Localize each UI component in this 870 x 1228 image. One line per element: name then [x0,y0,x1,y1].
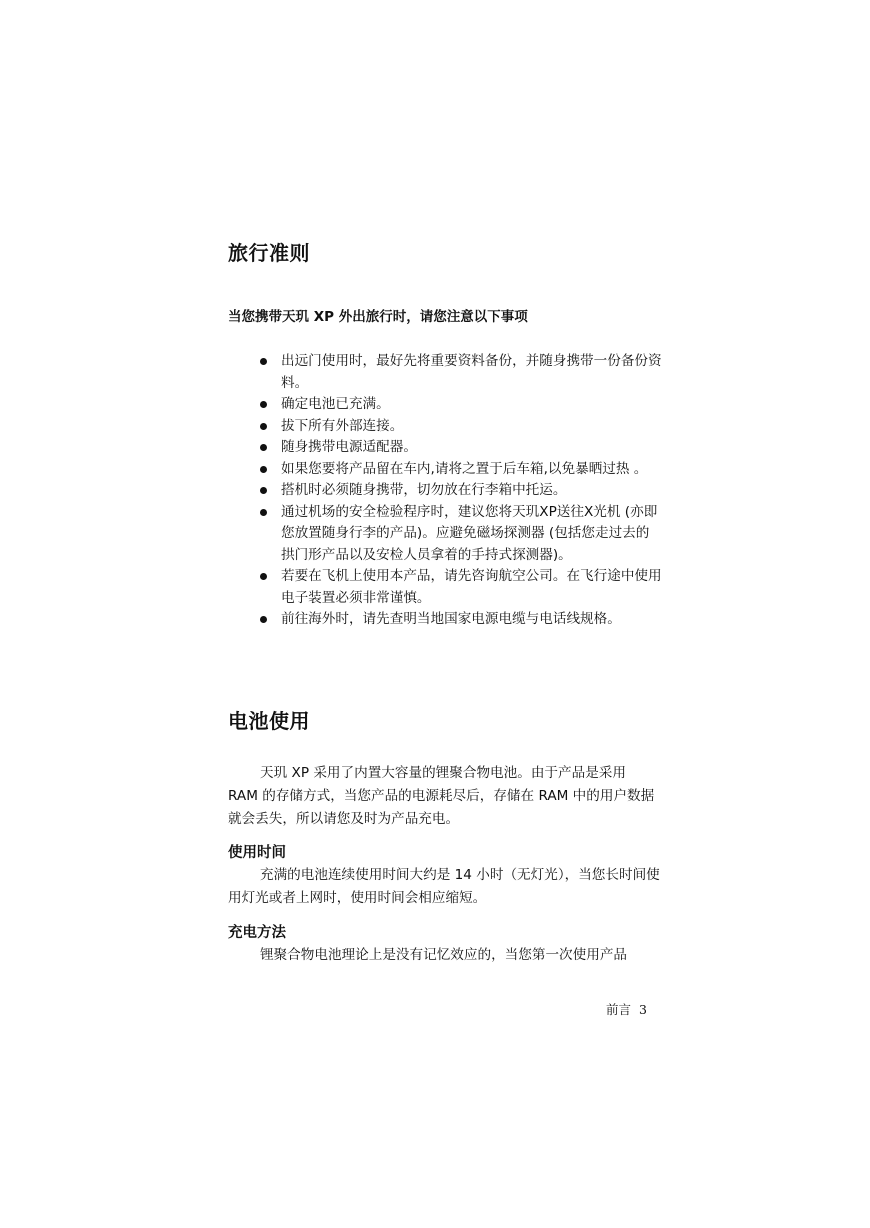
list-item-text: 出远门使用时，最好先将重要资料备份，并随身携带一份备份资料。 [281,353,662,391]
usage-time-paragraph: 充满的电池连续使用时间大约是 14 小时（无灯光），当您长时间使用灯光或者上网时，使用时间会相应缩短。 [228,867,660,906]
charge-method-paragraph: 锂聚合物电池理论上是没有记忆效应的，当您第一次使用产品 [260,947,628,963]
list-item [260,459,662,481]
list-item [260,566,662,609]
page-footer [606,1001,647,1019]
bullet-icon [260,487,267,494]
bullet-icon [260,466,267,473]
list-item-text: 确定电池已充满。 [281,396,390,412]
list-item [260,480,662,502]
bullet-icon [260,444,267,451]
list-item-text: 前往海外时，请先查明当地国家电源电缆与电话线规格。 [281,611,621,627]
list-item [260,437,662,459]
list-item-text: 拔下所有外部连接。 [281,417,404,434]
list-item [260,416,662,438]
list-item-text: 若要在飞机上使用本产品，请先咨询航空公司。在飞行途中使用电子装置必须非常谨慎。 [281,568,662,606]
list-item [260,502,662,567]
section-title-battery: 电池使用 [228,709,310,733]
bullet-icon [260,616,267,623]
list-item [260,609,662,631]
list-item [260,351,662,394]
footer-section-label: 前言 [606,1002,632,1017]
list-item-text: 如果您要将产品留在车内,请将之置于后车箱,以免暴晒过热 。 [281,460,648,477]
charge-method-heading: 充电方法 [228,925,286,941]
bullet-icon [260,573,267,580]
bullet-icon [260,423,267,430]
page-number: 3 [639,1002,647,1017]
list-item-text: 随身携带电源适配器。 [281,439,417,455]
travel-subheading: 当您携带天玑 XP 外出旅行时，请您注意以下事项 [228,309,528,325]
battery-intro-paragraph: 天玑 XP 采用了内置大容量的锂聚合物电池。由于产品是采用 RAM 的存储方式，当您产品的电源耗尽后，存储在 RAM 中的用户数据就会丢失，所以请您及时为产品充电。 [228,765,655,827]
travel-guidelines-list [260,351,662,631]
list-item-text: 搭机时必须随身携带，切勿放在行李箱中托运。 [281,482,567,498]
bullet-icon [260,401,267,408]
bullet-icon [260,509,267,516]
list-item [260,394,662,416]
usage-time-heading: 使用时间 [228,845,286,861]
section-title-travel: 旅行准则 [228,241,310,265]
bullet-icon [260,358,267,365]
list-item-text: 通过机场的安全检验程序时，建议您将天玑XP送往X光机 (亦即您放置随身行李的产品)。应避免磁场探测器 (包括您走过去的拱门形产品以及安检人员拿着的手持式探测器)。 [281,503,658,563]
